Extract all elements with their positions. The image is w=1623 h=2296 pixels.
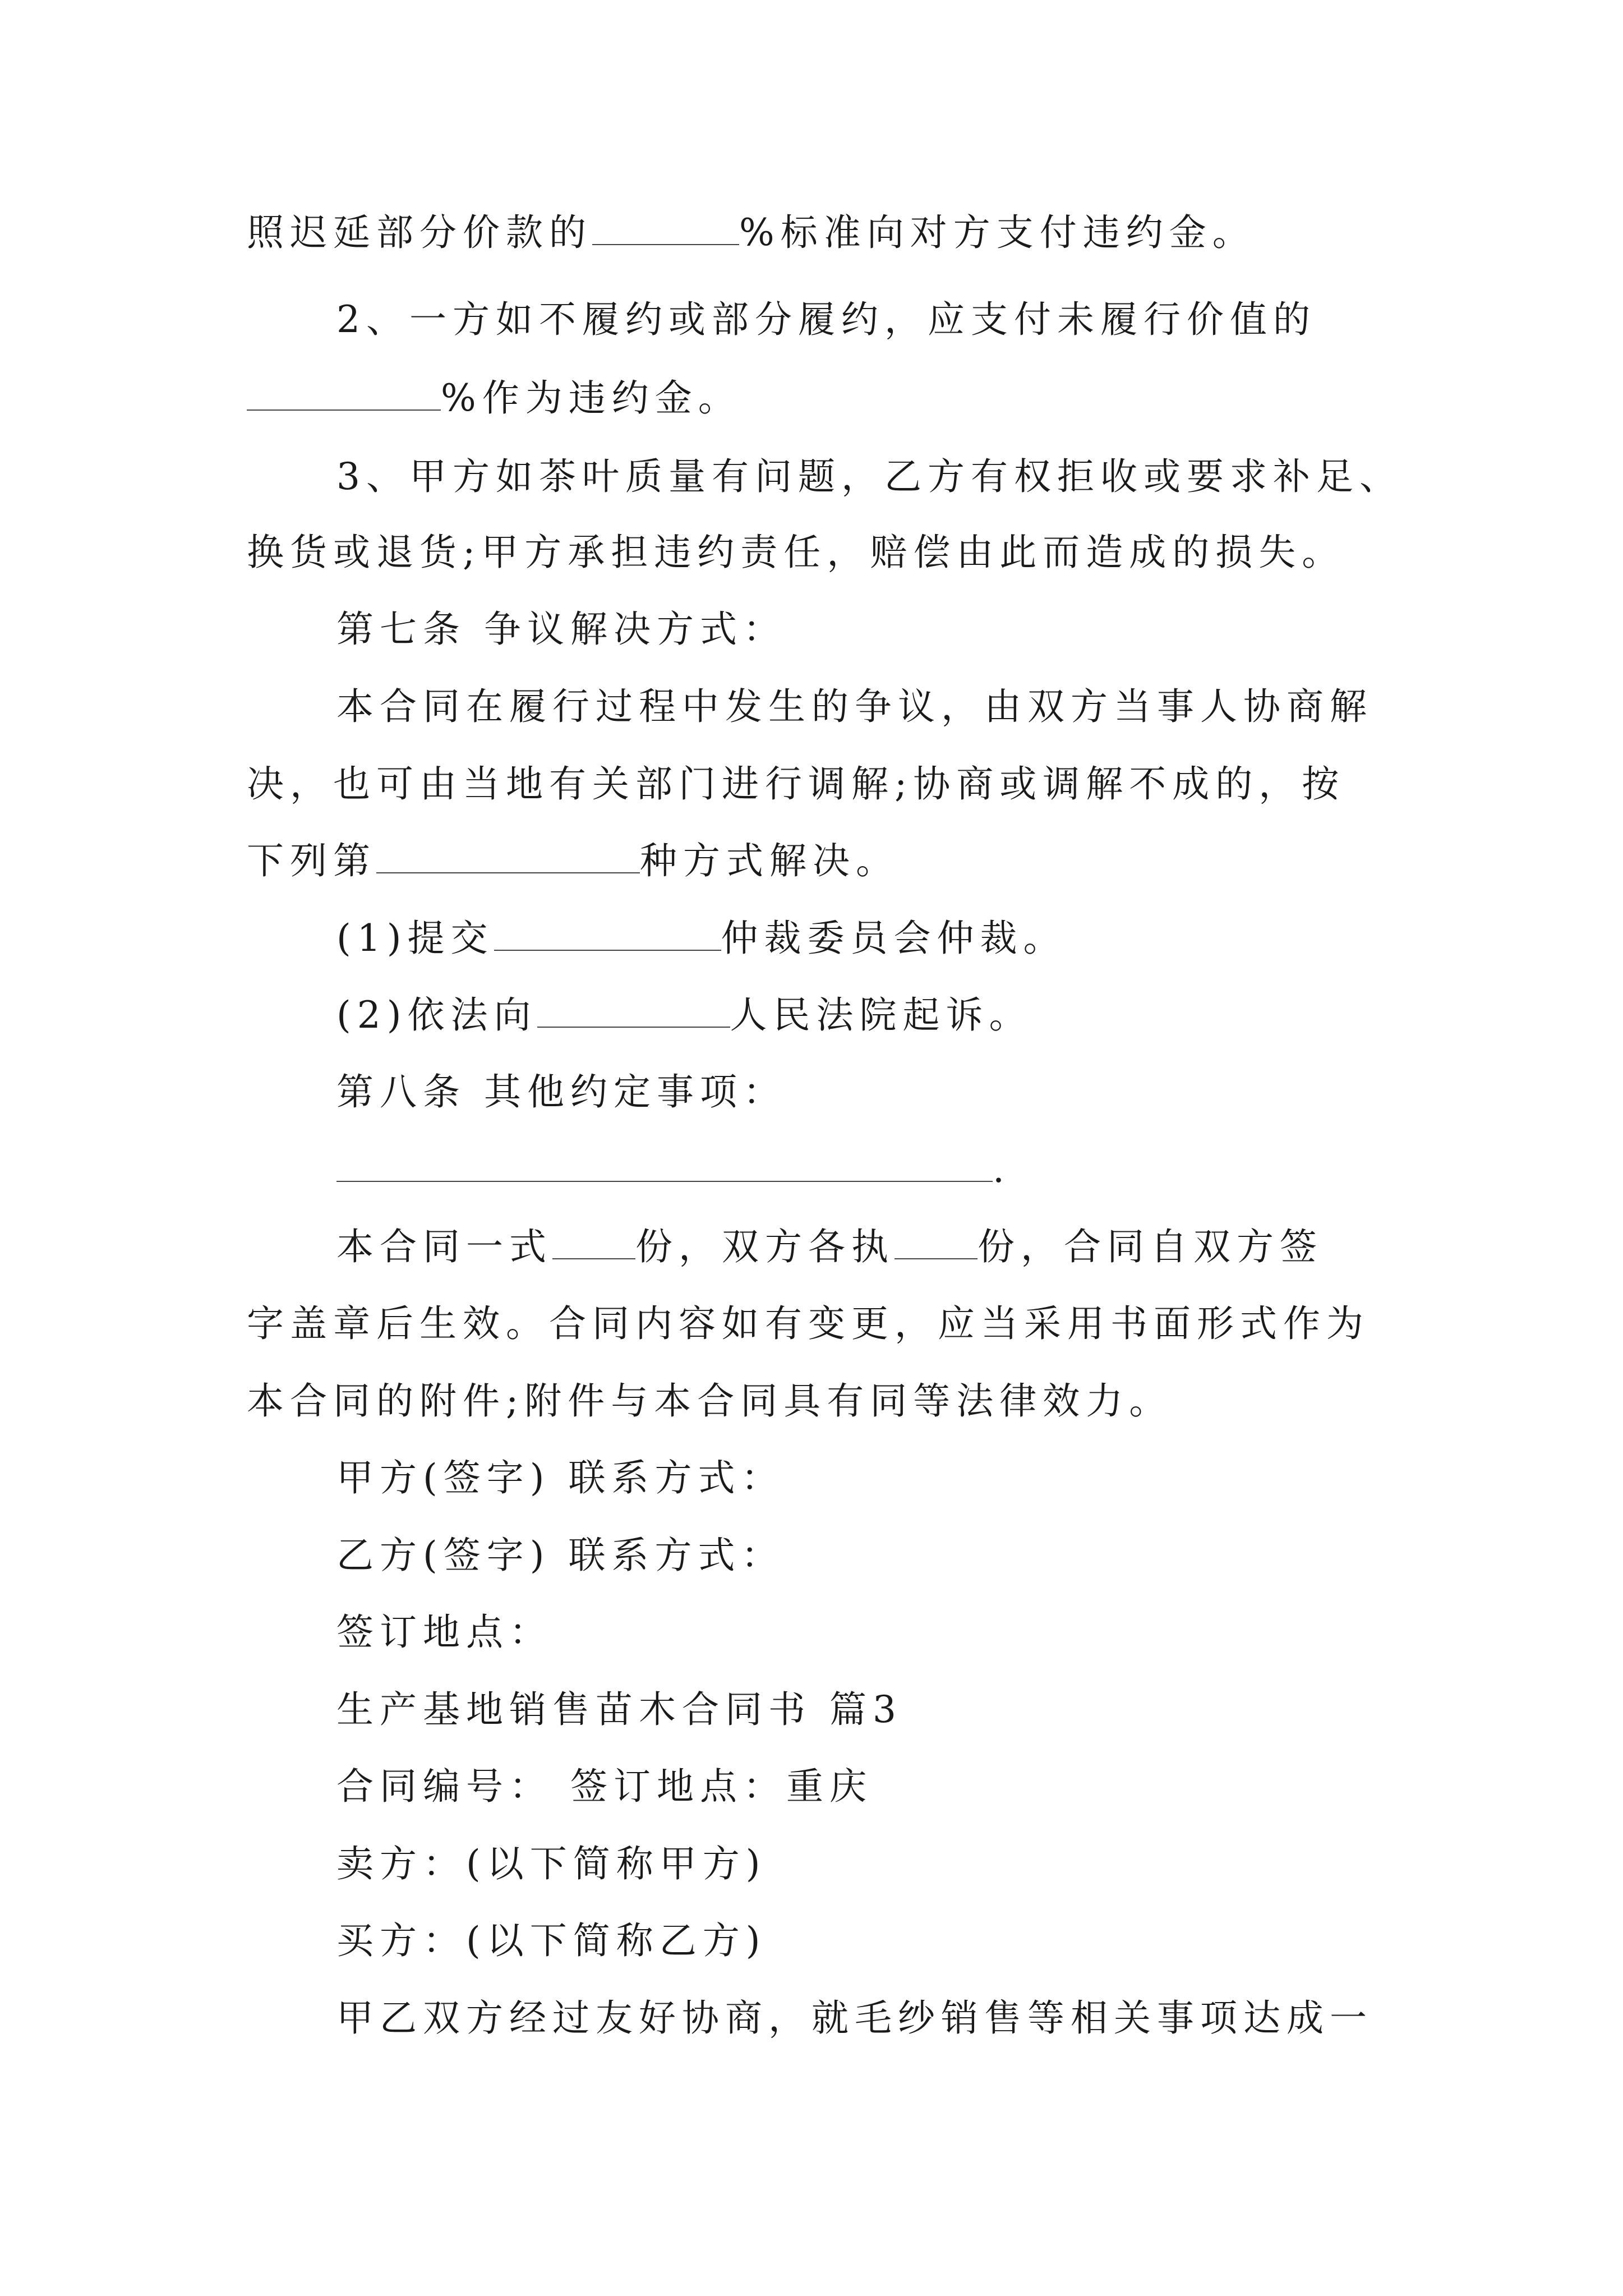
- section-heading: [336, 1070, 786, 1115]
- fill-blank[interactable]: [537, 995, 730, 1028]
- text-line: [336, 1225, 1323, 1269]
- text-segment: 下列第: [247, 839, 376, 882]
- text-segment: 本合同的附件;附件与本合同具有同等法律效力。: [247, 1379, 1173, 1423]
- text-segment: 合同编号： 签订地点：重庆: [336, 1765, 873, 1808]
- fill-blank[interactable]: [895, 1227, 978, 1259]
- text-segment: 换货或退货;甲方承担违约责任，赔偿由此而造成的损失。: [247, 531, 1345, 574]
- text-segment: 决，也可由当地有关部门进行调解;协商或调解不成的，按: [247, 762, 1345, 806]
- text-line: [247, 376, 741, 421]
- fill-blank[interactable]: [552, 1227, 635, 1259]
- text-segment: .: [993, 1148, 1011, 1191]
- text-line: [247, 1379, 1172, 1424]
- section-heading: [336, 607, 786, 652]
- text-segment: 第八条 其他约定事项：: [336, 1070, 786, 1114]
- text-line: [336, 916, 1067, 961]
- text-segment: 种方式解决。: [640, 839, 899, 882]
- text-line: [247, 839, 899, 884]
- text-line: [336, 1842, 767, 1887]
- signature-line: [336, 1456, 784, 1501]
- signature-line: [336, 1533, 784, 1578]
- signature-line: [336, 1610, 552, 1655]
- text-segment: 第七条 争议解决方式：: [336, 608, 786, 651]
- text-line: [336, 684, 1373, 729]
- text-line: [336, 454, 1403, 499]
- text-line: [336, 1764, 873, 1809]
- text-line: [247, 210, 1256, 255]
- contract-title: [336, 1687, 902, 1732]
- text-segment: %标准向对方支付违约金。: [739, 211, 1256, 254]
- text-segment: 生产基地销售苗木合同书 篇3: [336, 1688, 902, 1731]
- text-segment: 本合同在履行过程中发生的争议，由双方当事人协商解: [336, 685, 1373, 728]
- text-segment: 签订地点：: [336, 1611, 552, 1654]
- fill-blank[interactable]: [494, 918, 721, 951]
- text-segment: 份，合同自双方签: [978, 1225, 1323, 1268]
- text-segment: 照迟延部分价款的: [247, 211, 592, 254]
- text-segment: 仲裁委员会仲裁。: [721, 917, 1067, 960]
- text-segment: 2、一方如不履约或部分履约，应支付未履行价值的: [336, 298, 1316, 341]
- fill-blank[interactable]: [592, 213, 739, 245]
- text-segment: 人民法院起诉。: [730, 993, 1032, 1037]
- text-segment: 甲乙双方经过友好协商，就毛纱销售等相关事项达成一: [336, 1996, 1373, 2040]
- text-line: [336, 297, 1316, 342]
- text-segment: 买方：(以下简称乙方): [336, 1919, 767, 1962]
- text-segment: 3、甲方如茶叶质量有问题，乙方有权拒收或要求补足、: [336, 455, 1403, 498]
- text-segment: (1)提交: [336, 917, 494, 960]
- text-segment: 甲方(签字) 联系方式：: [336, 1456, 785, 1499]
- text-line: [247, 530, 1345, 575]
- text-line: [247, 762, 1345, 807]
- fill-blank[interactable]: [376, 841, 640, 873]
- text-line: [336, 1147, 1011, 1192]
- text-segment: 卖方：(以下简称甲方): [336, 1842, 767, 1885]
- text-segment: %作为违约金。: [441, 376, 741, 420]
- fill-blank[interactable]: [336, 1149, 993, 1182]
- text-line: [336, 993, 1032, 1038]
- text-segment: (2)依法向: [336, 993, 537, 1037]
- text-segment: 乙方(签字) 联系方式：: [336, 1534, 785, 1577]
- text-segment: 份，双方各执: [635, 1225, 895, 1268]
- text-line: [247, 1301, 1370, 1346]
- text-segment: 本合同一式: [336, 1225, 552, 1268]
- text-segment: 字盖章后生效。合同内容如有变更，应当采用书面形式作为: [247, 1302, 1370, 1345]
- text-line: [336, 1918, 767, 1963]
- text-line: [336, 1996, 1373, 2041]
- fill-blank[interactable]: [247, 378, 441, 411]
